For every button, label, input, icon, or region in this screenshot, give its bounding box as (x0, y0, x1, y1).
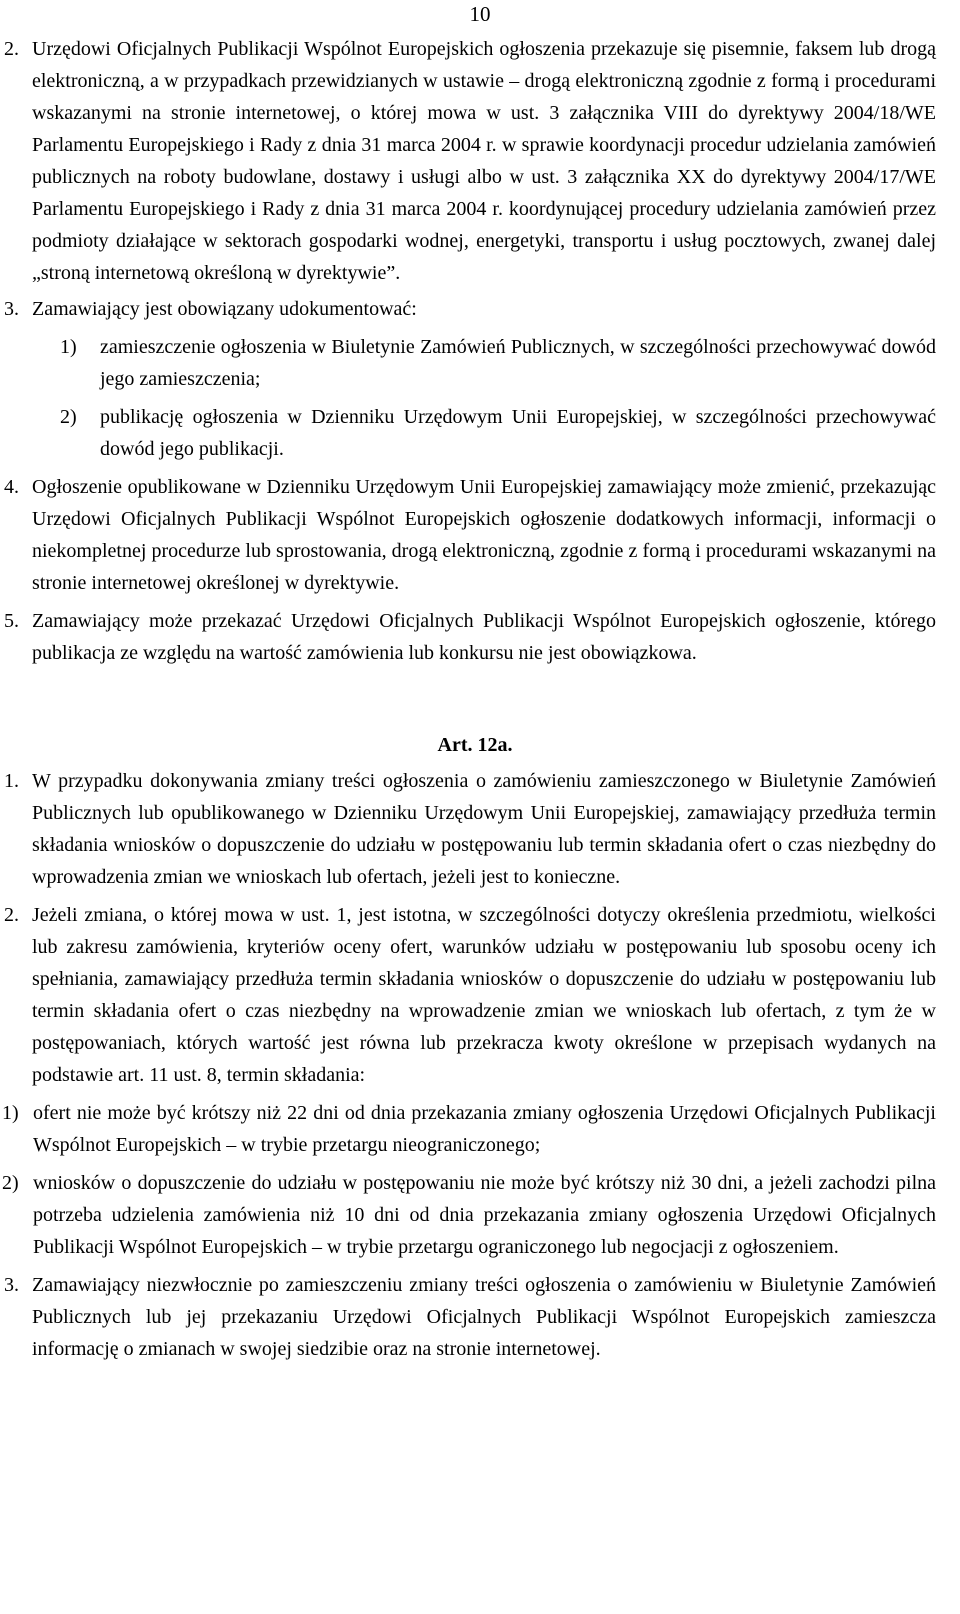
paragraph-number: 2. (4, 38, 19, 60)
paragraph-text: Zamawiający jest obowiązany udokumentować: (32, 298, 417, 320)
paragraph-5 (0, 605, 936, 669)
paragraph-text: Zamawiający może przekazać Urzędowi Oficjalnych Publikacji Wspólnot Europejskich ogłoszenie, którego publikacja ze względu na wartość zamówienia lub konkursu nie jest obowiązkowa. (32, 610, 936, 664)
paragraph-3 (0, 293, 936, 325)
article-paragraph-1 (0, 765, 936, 893)
document-body (0, 33, 936, 1365)
paragraph-text: Zamawiający niezwłocznie po zamieszczeniu zmiany treści ogłoszenia o zamówieniu w Biuletynie Zamówień Publicznych lub jej przekazaniu Urzędowi Oficjalnych Publikacji Wspólnot Europejskich zamieszcza informację o zmianach w swojej siedzibie oraz na stronie internetowej. (32, 1274, 936, 1360)
paragraph-text: Jeżeli zmiana, o której mowa w ust. 1, jest istotna, w szczególności dotyczy określenia przedmiotu, wielkości lub zakresu zamówienia, kryteriów oceny ofert, warunków udziału w postępowaniu lub sposobu oceny ich spełniania, zamawiający przedłuża termin składania wniosków o dopuszczenie do udziału w postępowaniu lub termin składania ofert o czas niezbędny na wprowadzenie zmian we wnioskach lub ofertach, z tym że w postępowaniach, których wartość jest równa lub przekracza kwoty określone w przepisach wydanych na podstawie art. 11 ust. 8, termin składania: (32, 904, 936, 1086)
paragraph-number: 2. (4, 904, 19, 926)
article-list-item (0, 1097, 936, 1161)
paragraph-number: 3. (4, 1274, 19, 1296)
article-heading: Art. 12a. (437, 734, 513, 756)
article-list-item (0, 1167, 936, 1263)
article-paragraph-2 (0, 899, 936, 1091)
list-item-number: 1) (2, 1102, 19, 1124)
paragraph-text: Urzędowi Oficjalnych Publikacji Wspólnot Europejskich ogłoszenia przekazuje się pisemnie, faksem lub drogą elektroniczną, a w przypadkach przewidzianych w ustawie – drogą elektroniczną zgodnie z formą i procedurami wskazanymi na stronie internetowej, o której mowa w ust. 3 załącznika VIII do dyrektywy 2004/18/WE Parlamentu Europejskiego i Rady z dnia 31 marca 2004 r. w sprawie koordynacji procedur udzielania zamówień publicznych na roboty budowlane, dostawy i usługi albo w ust. 3 załącznika XX do dyrektywy 2004/17/WE Parlamentu Europejskiego i Rady z dnia 31 marca 2004 r. koordynującej procedury udzielania zamówień przez podmioty działające w sektorach gospodarki wodnej, energetyki, transportu i usług pocztowych, zwanej dalej „stroną internetową określoną w dyrektywie”. (32, 38, 936, 284)
paragraph-4 (0, 471, 936, 599)
list-item (60, 331, 936, 395)
list-item-text: ofert nie może być krótszy niż 22 dni od dnia przekazania zmiany ogłoszenia Urzędowi Oficjalnych Publikacji Wspólnot Europejskich – w trybie przetargu nieograniczonego; (33, 1102, 936, 1156)
paragraph-number: 5. (4, 610, 19, 632)
paragraph-text: W przypadku dokonywania zmiany treści ogłoszenia o zamówieniu zamieszczonego w Biuletynie Zamówień Publicznych lub opublikowanego w Dzienniku Urzędowym Unii Europejskiej, zamawiający przedłuża termin składania wniosków o dopuszczenie do udziału w postępowaniu lub termin składania ofert o czas niezbędny do wprowadzenia zmian we wnioskach lub ofertach, jeżeli jest to konieczne. (32, 770, 936, 888)
list-item-text: wniosków o dopuszczenie do udziału w postępowaniu nie może być krótszy niż 30 dni, a jeżeli zachodzi pilna potrzeba udzielenia zamówienia niż 10 dni od dnia przekazania zmiany ogłoszenia Urzędowi Oficjalnych Publikacji Wspólnot Europejskich – w trybie przetargu ograniczonego lub negocjacji z ogłoszeniem. (33, 1172, 936, 1258)
list-item-text: publikację ogłoszenia w Dzienniku Urzędowym Unii Europejskiej, w szczególności przechowywać dowód jego publikacji. (100, 406, 936, 460)
paragraph-number: 1. (4, 770, 19, 792)
paragraph-2 (0, 33, 936, 289)
article-paragraph-3 (0, 1269, 936, 1365)
list-item-number: 2) (60, 406, 77, 428)
paragraph-number: 3. (4, 298, 19, 320)
list-item-text: zamieszczenie ogłoszenia w Biuletynie Zamówień Publicznych, w szczególności przechowywać dowód jego zamieszczenia; (100, 336, 936, 390)
paragraph-number: 4. (4, 476, 19, 498)
list-item-number: 1) (60, 336, 77, 358)
page-number: 10 (469, 2, 491, 26)
list-item (60, 401, 936, 465)
list-item-number: 2) (2, 1172, 19, 1194)
paragraph-text: Ogłoszenie opublikowane w Dzienniku Urzędowym Unii Europejskiej zamawiający może zmienić, przekazując Urzędowi Oficjalnych Publikacji Wspólnot Europejskich ogłoszenie dodatkowych informacji, informacji o niekompletnej procedurze lub sprostowania, drogą elektroniczną, zgodnie z formą i procedurami wskazanymi na stronie internetowej określonej w dyrektywie. (32, 476, 936, 594)
